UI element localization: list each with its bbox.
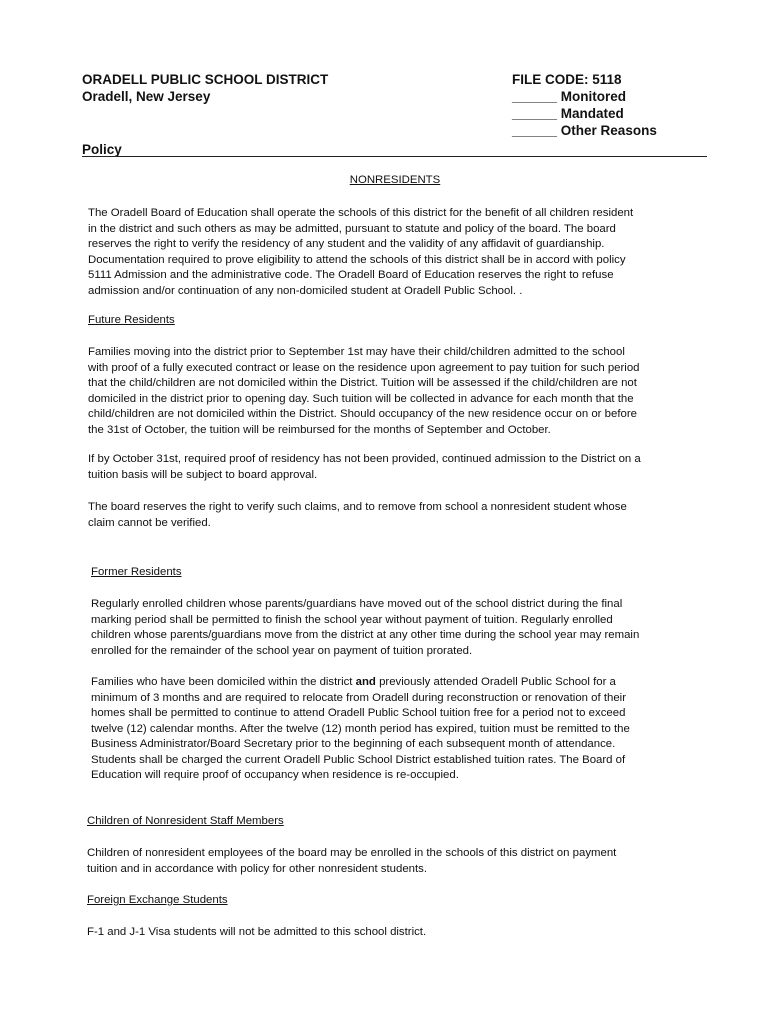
section-heading-future-residents: Future Residents: [88, 314, 175, 326]
future-residents-paragraph-1: Families moving into the district prior to September 1st may have their child/children admitted to the school with proof of a fully executed contract or lease on the residence upon agreement to pay tuition for such period that the child/children are not domiciled within the District. Tuition will be assessed if the child/children are not domiciled in the district prior to opening day. Such tuition will be collected in advance for each month that the child/children are not domiciled within the District. Should occupancy of the new residence occur on or before the 31st of October, the tuition will be reimbursed for the months of September and October.: [88, 346, 640, 436]
district-location: Oradell, New Jersey: [82, 89, 211, 104]
policy-label: Policy: [82, 142, 122, 157]
section-heading-nonresident-staff: Children of Nonresident Staff Members: [87, 815, 284, 827]
nonresident-staff-paragraph: Children of nonresident employees of the board may be enrolled in the schools of this district on payment tuition and in accordance with policy for other nonresident students.: [87, 847, 617, 875]
header-rule: [82, 156, 707, 157]
former-residents-paragraph-1: Regularly enrolled children whose parents/guardians have moved out of the school district during the final marking period shall be permitted to finish the school year without payment of tuition. Regularly enrolled children whose parents/guardians move from the district at any other time during the school year may remain enrolled for the remainder of the school year on payment of tuition prorated.: [91, 598, 640, 657]
policy-title: NONRESIDENTS: [349, 174, 441, 186]
check-mandated: ______ Mandated: [512, 106, 624, 121]
emphasis-and: and: [355, 676, 376, 688]
future-residents-paragraph-3: The board reserves the right to verify such claims, and to remove from school a nonresident student whose claim cannot be verified.: [88, 501, 627, 529]
foreign-exchange-paragraph: F-1 and J-1 Visa students will not be admitted to this school district.: [87, 926, 427, 938]
check-monitored: ______ Monitored: [512, 89, 627, 104]
former-residents-paragraph-2: Families who have been domiciled within the district and previously attended Oradell Public School for a minimum of 3 months and are required to relocate from Oradell during reconstruction or renovation of their homes shall be permitted to continue to attend Oradell Public School tuition free for a period not to exceed twelve (12) calendar months. After the twelve (12) month period has expired, tuition must be remitted to the Business Administrator/Board Secretary prior to the beginning of each subsequent month of attendance. Students shall be charged the current Oradell Public School District established tuition rates. The Board of Education will require proof of occupancy when residence is re-occupied.: [91, 676, 630, 781]
future-residents-paragraph-2: If by October 31st, required proof of residency has not been provided, continued admission to the District on a tuition basis will be subject to board approval.: [88, 453, 641, 481]
section-heading-former-residents: Former Residents: [91, 566, 182, 578]
file-code: FILE CODE: 5118: [512, 72, 622, 87]
check-other-reasons: ______ Other Reasons: [512, 123, 657, 138]
district-name: ORADELL PUBLIC SCHOOL DISTRICT: [82, 72, 329, 87]
intro-paragraph: The Oradell Board of Education shall operate the schools of this district for the benefit of all children resident in the district and such others as may be admitted, pursuant to statute and policy of the board. The board reserves the right to verify the residency of any student and the validity of any affidavit of guardianship. Documentation required to prove eligibility to attend the schools of this district shall be in accord with policy 5111 Admission and the administrative code. The Oradell Board of Education reserves the right to refuse admission and/or continuation of any non-domiciled student at Oradell Public School. .: [88, 207, 634, 297]
section-heading-foreign-exchange: Foreign Exchange Students: [87, 894, 228, 906]
